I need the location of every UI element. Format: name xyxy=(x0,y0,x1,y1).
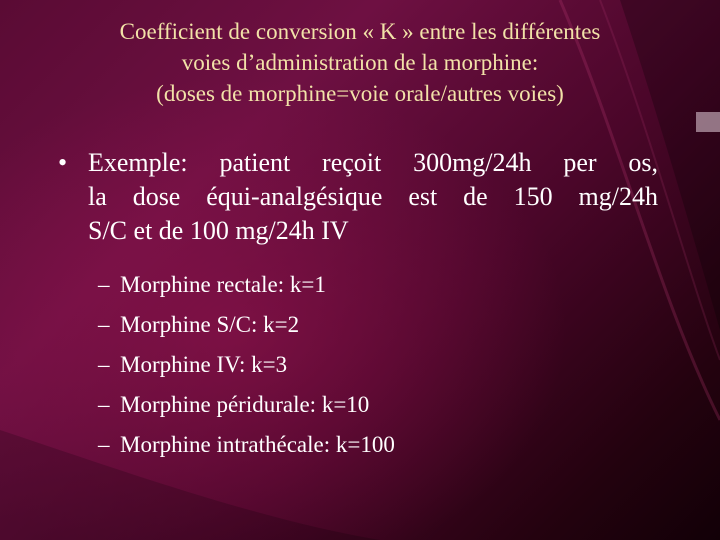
dash-icon: – xyxy=(98,312,110,337)
bullet-line-1: Exemple: patient reçoit 300mg/24h per os, xyxy=(88,148,658,177)
bullet-line-3: S/C et de 100 mg/24h IV xyxy=(88,216,349,245)
list-item-text: Morphine intrathécale: k=100 xyxy=(120,432,395,457)
title-line-2: voies d’administration de la morphine: xyxy=(181,50,539,75)
list-item-sc xyxy=(98,305,395,345)
bullet-line-2: la dose équi-analgésique est de 150 mg/24h xyxy=(88,182,658,211)
slide-body xyxy=(58,146,658,248)
dash-icon: – xyxy=(98,352,110,377)
conversion-list xyxy=(98,265,395,465)
example-bullet xyxy=(58,146,658,248)
bullet-text xyxy=(88,146,658,248)
list-item-iv xyxy=(98,345,395,385)
list-item-intrathecale xyxy=(98,425,395,465)
list-item-peridurale xyxy=(98,385,395,425)
bullet-icon: • xyxy=(58,148,68,177)
list-item-text: Morphine péridurale: k=10 xyxy=(120,392,370,417)
dash-icon: – xyxy=(98,392,110,417)
list-item-text: Morphine S/C: k=2 xyxy=(120,312,300,337)
list-item-text: Morphine IV: k=3 xyxy=(120,352,288,377)
slide-title xyxy=(0,16,720,109)
list-item-rectale xyxy=(98,265,395,305)
dash-icon: – xyxy=(98,432,110,457)
dash-icon: – xyxy=(98,272,110,297)
title-line-3: (doses de morphine=voie orale/autres voies) xyxy=(156,81,564,106)
title-line-1: Coefficient de conversion « K » entre les différentes xyxy=(119,19,601,44)
list-item-text: Morphine rectale: k=1 xyxy=(120,272,326,297)
